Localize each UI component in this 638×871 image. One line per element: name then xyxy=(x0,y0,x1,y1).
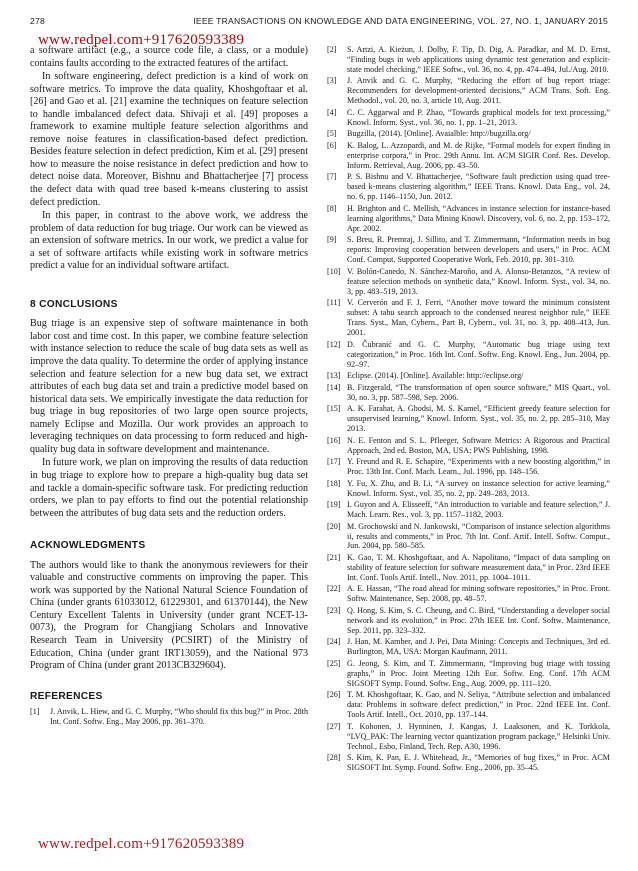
watermark-top: www.redpel.com+917620593389 xyxy=(38,32,245,48)
reference-number: [1] xyxy=(30,707,40,717)
paragraph-defect-prediction: In software engineering, defect prediction is a kind of work on software metrics. To improve the data quality, Khoshgoftaar et al. [26] and Gao et al. [21] examine the techniques on feature selection to handle imbalanced defect data. Shivaji et al. [49] proposes a framework to examine multiple feature selection algorithms and remove noise features in classification-based defect prediction. Besides feature selection in defect prediction, Kim et al. [29] present how to measure the noise resistance in defect prediction and how to detect noise data. Moreover, Bishnu and Bhattacherjee [7] process the defect data with quad tree based k-means clustering to assist defect prediction. xyxy=(30,71,308,208)
reference-number: [3] xyxy=(327,76,337,86)
reference-number: [8] xyxy=(327,203,337,213)
page-number: 278 xyxy=(30,16,45,26)
reference-number: [20] xyxy=(327,521,341,531)
reference-item xyxy=(327,553,610,583)
reference-item xyxy=(327,267,610,297)
reference-text: K. Gao, T. M. Khoshgoftaar, and A. Napolitano, “Impact of data sampling on stability of feature selection for software measurement data,” in Proc. 23rd IEEE Int. Conf. Tools Artif. Intell., Nov. 2011, pp. 1004–1011. xyxy=(347,553,610,582)
reference-text: G. Jeong, S. Kim, and T. Zimmermann, “Improving bug triage with tossing graphs,” in Proc. Joint Meeting 12th Eur. Softw. Eng. Conf. 17th ACM SIGSOFT Symp. Found. Softw. Eng., Aug. 2009, pp. 111–120. xyxy=(347,658,610,688)
reference-text: Q. Hong, S. Kim, S. C. Cheung, and C. Bird, “Understanding a developer social network and its evolution,” in Proc. 27th IEEE Int. Conf. Softw. Maintenance, Sep. 2011, pp. 323–332. xyxy=(347,605,610,635)
reference-text: J. Anvik, L. Hiew, and G. C. Murphy, “Who should fix this bug?” in Proc. 28th Int. Conf. Softw. Eng., May 2006, pp. 361–370. xyxy=(50,707,308,727)
reference-number: [6] xyxy=(327,140,337,150)
reference-number: [27] xyxy=(327,721,341,731)
reference-text: Eclipse. (2014). [Online]. Available: http://eclipse.org/ xyxy=(347,371,524,381)
reference-number: [17] xyxy=(327,457,341,467)
reference-text: J. Han, M. Kamber, and J. Pei, Data Mining: Concepts and Techniques, 3rd ed. Burlington, MA, USA: Morgan Kaufmann, 2011. xyxy=(347,637,610,657)
paragraph-contrast: In this paper, in contrast to the above work, we address the problem of data reduction for bug triage. Our work can be viewed as an extension of software metrics. In our work, we predict a value for a set of software artifacts while existing work in software metrics predict a value for an individual software artifact. xyxy=(30,210,308,272)
reference-number: [12] xyxy=(327,339,341,349)
paragraph-acknowledgments: The authors would like to thank the anonymous reviewers for their valuable and constructive comments on improving the paper. This work was supported by the National Natural Science Foundation of China (under grants 61033012, 61229301, and 61370144), the New Century Excellent Talents in University (under grant NCET-13-0073), the Program for Changjiang Scholars and Innovative Research Team in University (PCSIRT) of the Ministry of Education, China (under grant IRT13059), and the National 973 Program of China (under grant 2013CB329604). xyxy=(30,559,308,672)
reference-item xyxy=(327,690,610,720)
reference-text: A. K. Farahat, A. Ghodsi, M. S. Kamel, “Efficient greedy feature selection for unsupervised learning,” Knowl. Inform. Syst., vol. 35, no. 2, pp. 285–310, May 2013. xyxy=(347,404,610,434)
reference-number: [10] xyxy=(327,266,341,276)
reference-item xyxy=(327,340,610,370)
reference-item xyxy=(327,172,610,202)
reference-item xyxy=(327,606,610,636)
reference-text: I. Guyon and A. Elisseeff, “An introduction to variable and feature selection,” J. Mach. Learn. Res., vol. 3, pp. 1157–1182, 2003. xyxy=(347,500,610,520)
reference-text: S. Artzi, A. Kieżun, J. Dolby, F. Tip, D. Dig, A. Paradkar, and M. D. Ernst, “Finding bugs in web applications using dynamic test generation and explicit-state model checking,” IEEE Softw., vol. 36, no. 4, pp. 474–494, Jul./Aug. 2010. xyxy=(347,45,610,74)
acknowledgments-heading: ACKNOWLEDGMENTS xyxy=(30,540,146,552)
reference-item xyxy=(327,108,610,128)
paragraph-related-work-end: a software artifact (e.g., a source code file, a class, or a module) contains faults according to the extracted features of the artifact. xyxy=(30,45,308,69)
reference-text: Y. Fu, X. Zhu, and B. Li, “A survey on instance selection for active learning,” Knowl. Inform. Syst., vol. 35, no. 2, pp. 249–283, 2013. xyxy=(347,478,610,498)
reference-number: [23] xyxy=(327,605,341,615)
paragraph-conclusions-1: Bug triage is an expensive step of software maintenance in both labor cost and time cost. In this paper, we combine feature selection with instance selection to reduce the scale of bug data sets as well as improve the data quality. To determine the order of applying instance selection and feature selection for a new bug data set, we extract attributes of each bug data set and train a predictive model based on historical data sets. We empirically investigate the data reduction for bug triage in bug repositories of two large open source projects, namely Eclipse and Mozilla. Our work provides an approach to leveraging techniques on data processing to form reduced and high-quality bug data in software development and maintenance. xyxy=(30,318,308,455)
running-header xyxy=(30,16,608,30)
reference-number: [9] xyxy=(327,235,337,245)
reference-item xyxy=(327,522,610,552)
reference-number: [15] xyxy=(327,404,341,414)
references-heading: REFERENCES xyxy=(30,690,103,702)
reference-number: [16] xyxy=(327,435,341,445)
reference-item xyxy=(327,235,610,265)
reference-text: V. Cerverón and F. J. Ferri, “Another move toward the minimum consistent subset: A tabu search approach to the condensed nearest neighbor rule,” IEEE Trans. Syst., Man, Cybern., Part B, Cybern., vol. 31, no. 3, pp. 408–413, Jun. 2001. xyxy=(347,298,610,338)
reference-item xyxy=(327,584,610,604)
reference-item xyxy=(327,659,610,689)
reference-text: J. Anvik and G. C. Murphy, “Reducing the effort of bug report triage: Recommenders for development-oriented decisions,” ACM Trans. Soft. Eng. Methodol., vol. 20, no. 3, article 10, Aug. 2011. xyxy=(347,76,610,106)
reference-text: S. Kim, K. Pan, E. J. Whitehead, Jr., “Memories of bug fixes,” in Proc. ACM SIGSOFT Int. Symp. Found. Softw. Eng., 2006, pp. 35–45. xyxy=(347,753,610,773)
reference-item xyxy=(327,722,610,752)
reference-text: Y. Freund and R. E. Schapire, “Experiments with a new boosting algorithm,” in Proc. 13th Int. Conf. Mach. Learn., Jul. 1996, pp. 148–156. xyxy=(347,457,610,477)
paragraph-conclusions-2: In future work, we plan on improving the results of data reduction in bug triage to explore how to prepare a high-quality bug data set and tackle a domain-specific software task. For predicting reduction orders, we plan to pay efforts to find out the potential relationship between the attributes of bug data sets and the reduction orders. xyxy=(30,457,308,519)
reference-text: S. Breu, R. Premraj, J. Sillito, and T. Zimmermann, “Information needs in bug reports: Improving cooperation between developers and users,” in Proc. ACM Conf. Comput. Supported Cooperative Work, Feb. 2010, pp. 301–310. xyxy=(347,235,610,265)
reference-number: [13] xyxy=(327,371,341,381)
reference-text: A. E. Hassan, “The road ahead for mining software repositories,” in Proc. Front. Softw. Maintenance, Sep. 2008, pp. 48–57. xyxy=(347,584,610,604)
reference-number: [26] xyxy=(327,690,341,700)
reference-item xyxy=(327,637,610,657)
reference-text: V. Bolón-Canedo, N. Sánchez-Maroño, and A. Alonso-Betanzos, “A review of feature selection methods on synthetic data,” Knowl. Inform. Syst., vol. 34, no. 3, pp. 483–519, 2013. xyxy=(347,266,610,296)
reference-number: [4] xyxy=(327,107,337,117)
reference-text: H. Brighton and C. Mellish, “Advances in instance selection for instance-based learning algorithms,” Data Mining Knowl. Discovery, vol. 6, no. 2, pp. 153–172, Apr. 2002. xyxy=(347,203,610,233)
reference-item xyxy=(327,45,610,75)
reference-text: B. Fitzgerald, “The transformation of open source software,” MIS Quart., vol. 30, no. 3, pp. 587–598, Sep. 2006. xyxy=(347,382,610,402)
reference-number: [14] xyxy=(327,382,341,392)
reference-text: Bugzilla, (2014). [Online]. Avaialble: http://bugzilla.org/ xyxy=(347,129,531,139)
reference-number: [19] xyxy=(327,500,341,510)
reference-number: [28] xyxy=(327,753,341,763)
reference-item xyxy=(327,500,610,520)
reference-item xyxy=(327,204,610,234)
reference-number: [18] xyxy=(327,478,341,488)
reference-number: [25] xyxy=(327,658,341,668)
reference-item xyxy=(327,404,610,434)
reference-text: D. Čubranić and G. C. Murphy, “Automatic bug triage using text categorization,” in Proc. 16th Int. Conf. Softw. Eng. Knowl. Eng., Jun. 2004, pp. 92–97. xyxy=(347,339,610,369)
reference-item xyxy=(327,298,610,338)
reference-text: M. Grochowski and N. Jankowski, “Comparison of instance selection algorithms ii, results and comments,” in Proc. 7th Int. Conf. Artif. Intell. Softw. Comput., Jun. 2004, pp. 580–585. xyxy=(347,521,610,551)
reference-item xyxy=(327,436,610,456)
reference-number: [5] xyxy=(327,129,337,139)
reference-number: [11] xyxy=(327,298,341,308)
reference-text: K. Balog, L. Azzopardi, and M. de Rijke, “Formal models for expert finding in enterprise corpora,” in Proc. 29th Annu. Int. ACM SIGIR Conf. Res. Develop. Inform. Retrieval, Aug. 2006, pp. 43–50. xyxy=(347,140,610,170)
reference-number: [22] xyxy=(327,584,341,594)
reference-text: N. E. Fenton and S. L. Pfleeger, Software Metrics: A Rigorous and Practical Approach, 2nd ed. Boston, MA, USA: PWS Publishing, 1998. xyxy=(347,435,610,455)
reference-item xyxy=(327,76,610,106)
reference-number: [21] xyxy=(327,553,341,563)
journal-running-title: IEEE TRANSACTIONS ON KNOWLEDGE AND DATA ENGINEERING, VOL. 27, NO. 1, JANUARY 2015 xyxy=(193,16,608,26)
reference-item xyxy=(327,457,610,477)
reference-item xyxy=(327,753,610,773)
reference-item xyxy=(327,479,610,499)
reference-item xyxy=(327,129,610,139)
reference-item xyxy=(327,141,610,171)
left-column xyxy=(30,45,308,729)
references-list xyxy=(327,45,610,775)
reference-text: T. M. Khoshgoftaar, K. Gao, and N. Seliya, “Attribute selection and imbalanced data: Problems in software defect prediction,” in Proc. 22nd IEEE Int. Conf. Tools Artif. Intell., Oct. 2010, pp. 137–144. xyxy=(347,690,610,720)
reference-item xyxy=(327,383,610,403)
reference-text: P. S. Bishnu and V. Bhattacherjee, “Software fault prediction using quad tree-based k-means clustering algorithm,” IEEE Trans. Knowl. Data Eng., vol. 24, no. 6, pp. 1146–1150, Jun. 2012. xyxy=(347,172,610,202)
watermark-bottom: www.redpel.com+917620593389 xyxy=(38,836,245,852)
reference-number: [2] xyxy=(327,45,337,54)
reference-text: C. C. Aggarwal and P. Zhao, “Towards graphical models for text processing,” Knowl. Inform. Syst., vol. 36, no. 1, pp. 1–21, 2013. xyxy=(347,107,610,127)
reference-number: [7] xyxy=(327,172,337,182)
reference-item xyxy=(327,371,610,381)
reference-text: T. Kohonen, J. Hynninen, J. Kangas, J. Laaksonen, and K. Torkkola, “LVQ_PAK: The learning vector quantization program package,” Helsinki Univ. Technol., Esbo, Finland, Tech. Rep. A30, 1996. xyxy=(347,721,610,751)
reference-number: [24] xyxy=(327,637,341,647)
conclusions-heading: 8 CONCLUSIONS xyxy=(30,298,118,310)
reference-item xyxy=(30,707,308,727)
